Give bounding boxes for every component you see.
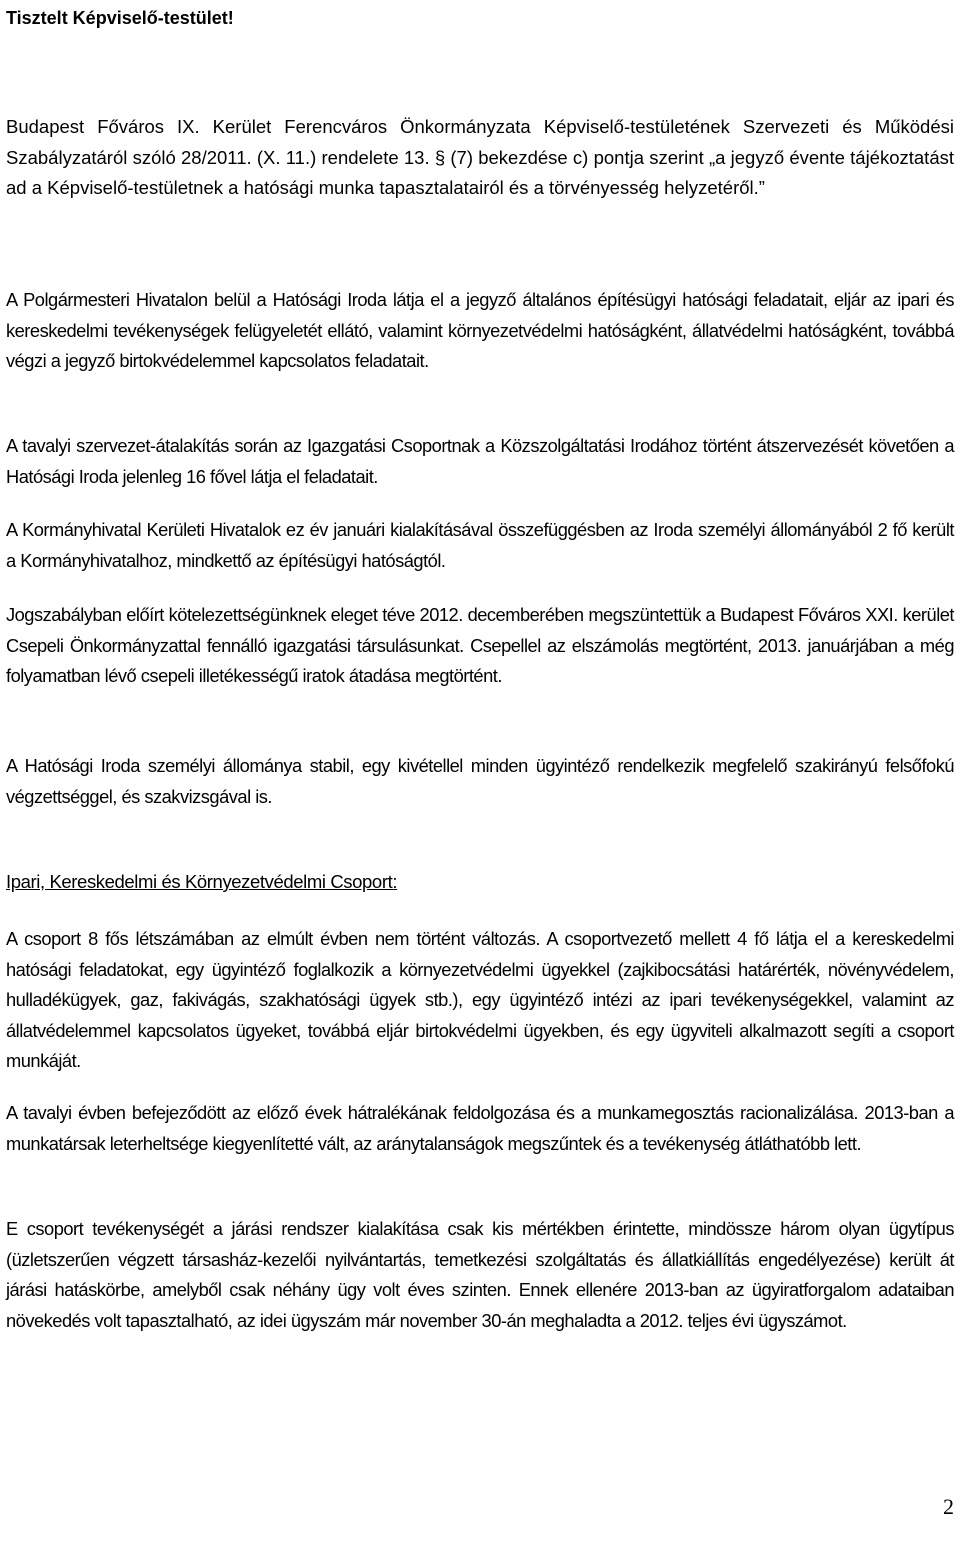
body-paragraph: A Polgármesteri Hivatalon belül a Hatósági Iroda látja el a jegyző általános építésügyi hatósági feladatait, eljár az ipari és kereskedelmi tevékenységek felügyeletét ellátó, valamint környezetvédelmi hatóságként, állatvédelmi hatóságként, továbbá végzi a jegyző birtokvédelemmel kapcsolatos feladatait. xyxy=(6,289,954,371)
section-paragraph: E csoport tevékenységét a járási rendszer kialakítása csak kis mértékben érintette, mindössze három olyan ügytípus (üzletszerűen végzett társasház-kezelői nyilvántartás, temetkezési szolgáltatás és állatkiállítás engedélyezése) került át járási hatáskörbe, amelyből csak néhány ügy volt éves szinten. Ennek ellenére 2013-ban az ügyiratforgalom adataiban növekedés volt tapasztalható, az idei ügyszám már november 30-án meghaladta a 2012. teljes évi ügyszámot. xyxy=(6,1218,954,1331)
section-paragraph: A tavalyi évben befejeződött az előző évek hátralékának feldolgozása és a munkamegosztás racionalizálása. 2013-ban a munkatársak leterheltsége kiegyenlítetté vált, az aránytalanságok megszűntek és a tevékenység átláthatóbb lett. xyxy=(6,1102,954,1154)
intro-paragraph: Budapest Főváros IX. Kerület Ferencváros Önkormányzata Képviselő-testületének Szervezeti és Működési Szabályzatáról szóló 28/2011. (X. 11.) rendelete 13. § (7) bekezdése c) pontja szerint „a jegyző évente tájékoztatást ad a Képviselő-testületnek a hatósági munka tapasztalatairól és a törvényesség helyzetéről.” xyxy=(6,116,954,198)
section-paragraph: A csoport 8 fős létszámában az elmúlt évben nem történt változás. A csoportvezető mellett 4 fő látja el a kereskedelmi hatósági feladatokat, egy ügyintéző foglalkozik a környezetvédelmi ügyekkel (zajkibocsátási határérték, növényvédelem, hulladékügyek, gaz, fakivágás, szakhatósági ügyek stb.), egy ügyintéző intézi az ipari tevékenységekkel, valamint az állatvédelemmel kapcsolatos ügyeket, továbbá eljár birtokvédelmi ügyekben, és egy ügyviteli alkalmazott segíti a csoport munkáját. xyxy=(6,928,954,1071)
body-paragraph: A Hatósági Iroda személyi állománya stabil, egy kivétellel minden ügyintéző rendelkezik megfelelő szakirányú felsőfokú végzettséggel, és szakvizsgával is. xyxy=(6,755,954,807)
document-heading: Tisztelt Képviselő-testület! xyxy=(6,8,234,28)
body-paragraph: A tavalyi szervezet-átalakítás során az Igazgatási Csoportnak a Közszolgáltatási Irodához történt átszervezését követően a Hatósági Iroda jelenleg 16 fővel látja el feladatait. xyxy=(6,435,954,487)
page-number: 2 xyxy=(943,1494,954,1519)
body-paragraph: Jogszabályban előírt kötelezettségünknek eleget téve 2012. decemberében megszüntettük a Budapest Főváros XXI. kerület Csepeli Önkormányzattal fennálló igazgatási társulásunkat. Csepellel az elszámolás megtörtént, 2013. januárjában a még folyamatban lévő csepeli illetékességű iratok átadása megtörtént. xyxy=(6,604,954,686)
body-paragraph: A Kormányhivatal Kerületi Hivatalok ez év januári kialakításával összefüggésben az Iroda személyi állományából 2 fő került a Kormányhivatalhoz, mindkettő az építésügyi hatóságtól. xyxy=(6,519,954,571)
section-title: Ipari, Kereskedelmi és Környezetvédelmi Csoport: xyxy=(6,871,398,892)
